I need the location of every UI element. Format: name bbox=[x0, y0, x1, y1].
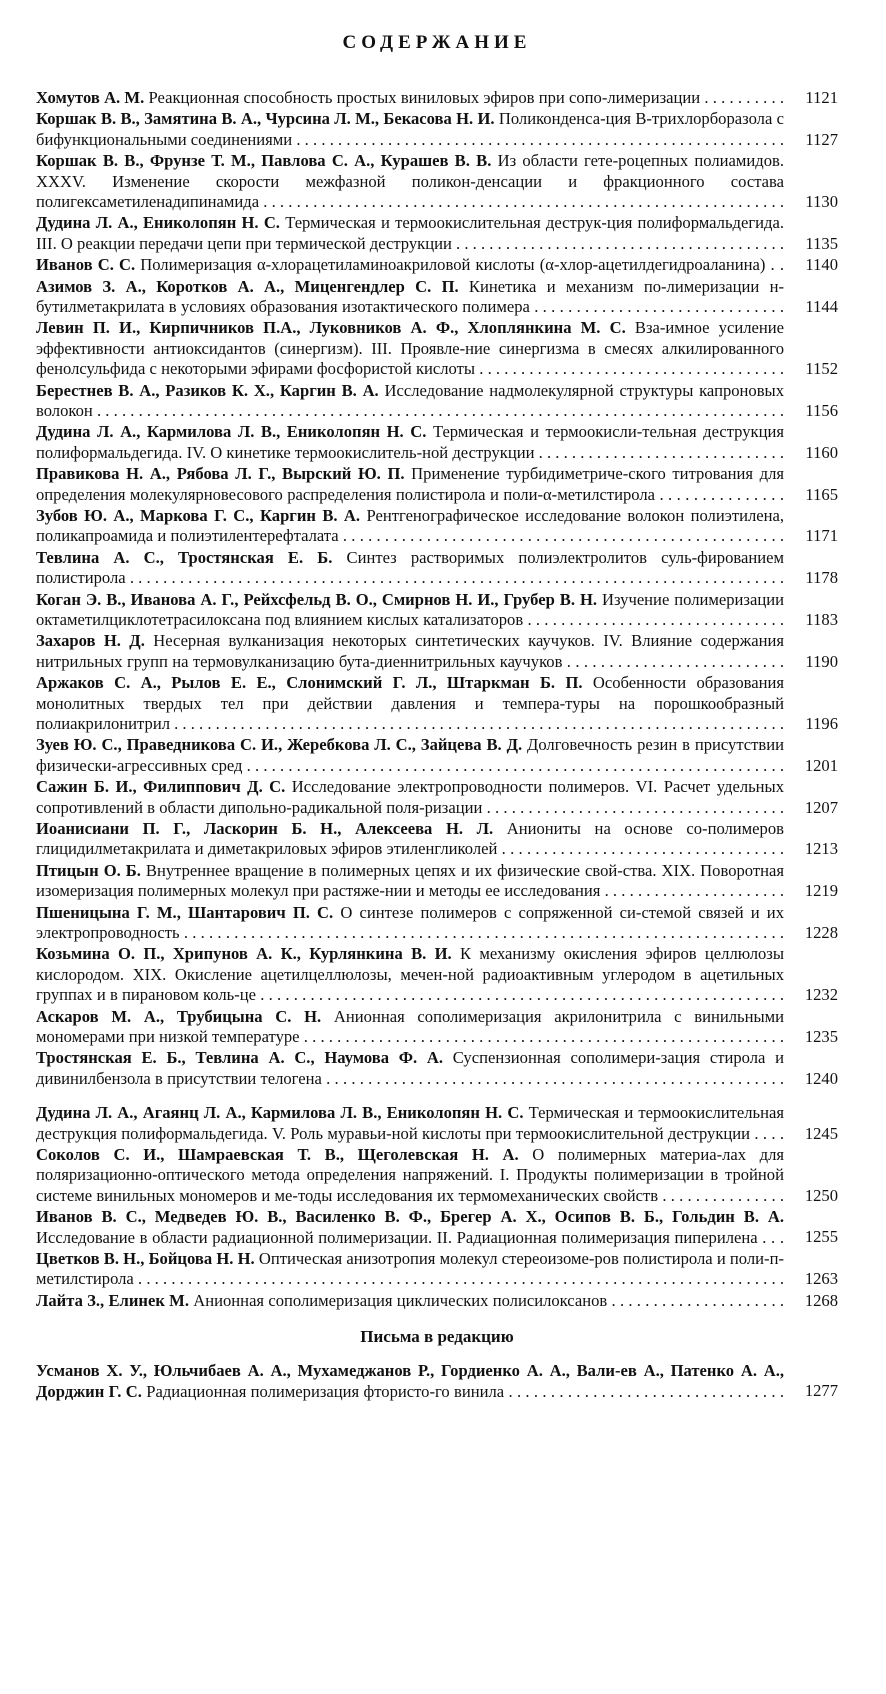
toc-entry-page-number: 1121 bbox=[805, 88, 838, 107]
toc-entry-page-number: 1130 bbox=[805, 191, 838, 211]
toc-entry-body bbox=[36, 255, 784, 275]
toc-entry-title: Полимеризация α-хлорацетиламиноакриловой кислоты (α-хлор-ацетилдегидроаланина) . . . bbox=[36, 255, 784, 275]
toc-entry-body bbox=[36, 673, 784, 734]
toc-entry-authors: Коршак В. В., Замятина В. А., Чурсина Л. М., Бекасова Н. И. bbox=[36, 109, 495, 129]
toc-entry-title: Поликонденса-ция В-трихлорборазола с бифункциональными соединениями . . . bbox=[36, 109, 784, 150]
toc-entry-body bbox=[36, 944, 784, 1005]
toc-entry bbox=[36, 1291, 838, 1311]
toc-entry-authors: Дудина Л. А., Кармилова Л. В., Ениколопян Н. С. bbox=[36, 422, 427, 442]
toc-entry-page-number: 1201 bbox=[804, 755, 838, 775]
toc-entry bbox=[36, 1249, 838, 1290]
toc-entry bbox=[36, 548, 838, 589]
toc-entry-authors: Азимов З. А., Коротков А. А., Миценгендлер С. П. bbox=[36, 276, 459, 296]
toc-entry-body bbox=[36, 1103, 784, 1144]
toc-entry-body bbox=[36, 277, 784, 318]
toc-entry-authors: Иванов С. С. bbox=[36, 255, 136, 275]
toc-entry-body bbox=[36, 1145, 784, 1206]
toc-entry-authors: Коган Э. В., Иванова А. Г., Рейхсфельд В. О., Смирнов Н. И., Грубер В. Н. bbox=[36, 589, 598, 609]
toc-entry-page-number: 1183 bbox=[805, 609, 838, 629]
toc-entry-title: Радиационная полимеризация фтористо-го винила . . . bbox=[36, 1382, 784, 1402]
toc-entry-title: Термическая и термоокислительная деструкция полиформальдегида. V. Роль муравьи-ной кислоты при термоокислительной деструкции . . . bbox=[36, 1103, 784, 1144]
toc-entry bbox=[36, 88, 838, 108]
toc-entry bbox=[36, 1145, 838, 1206]
toc-entry-title: Применение турбидиметриче-ского титрования для определения молекулярновесового распределения полистирола и поли-α-метилстирола . . . bbox=[36, 464, 784, 505]
toc-entry-body bbox=[36, 464, 784, 505]
toc-entry-page-number: 1140 bbox=[805, 255, 838, 275]
toc-entry-page-number: 1277 bbox=[804, 1381, 838, 1401]
toc-entry-body bbox=[36, 777, 784, 818]
toc-entry-authors: Козьмина О. П., Хрипунов А. К., Курлянкина В. И. bbox=[36, 944, 452, 964]
toc-entry-body bbox=[36, 422, 784, 463]
toc-entry-authors: Тевлина А. С., Тростянская Е. Б. bbox=[36, 547, 333, 567]
toc-entry-title: Рентгенографическое исследование волокон полиэтилена, поликапроамида и полиэтилентерефталата . . . bbox=[36, 506, 784, 547]
toc-entry-page-number: 1171 bbox=[805, 526, 838, 546]
toc-entry bbox=[36, 673, 838, 734]
toc-entry bbox=[36, 506, 838, 547]
toc-entry-body bbox=[36, 1249, 784, 1290]
toc-entry bbox=[36, 631, 838, 672]
toc-entry-authors: Усманов Х. У., Юльчибаев А. А., Мухамеджанов Р., Гордиенко А. А., Вали-ев А., Патенко А. А., Дорджин Г. С. bbox=[36, 1361, 784, 1401]
toc-entry bbox=[36, 861, 838, 902]
toc-entry-authors: Коршак В. В., Фрунзе Т. М., Павлова С. А., Курашев В. В. bbox=[36, 151, 492, 171]
toc-entry-page-number: 1178 bbox=[805, 568, 838, 588]
toc-entry bbox=[36, 735, 838, 776]
toc-entry-authors: Сажин Б. И., Филиппович Д. С. bbox=[36, 777, 286, 797]
toc-entry-authors: Иванов В. С., Медведев Ю. В., Василенко В. Ф., Брегер А. Х., Осипов В. Б., Гольдин В. А. bbox=[36, 1207, 784, 1227]
toc-entry-page-number: 1240 bbox=[804, 1068, 838, 1088]
toc-entry-body bbox=[36, 548, 784, 589]
toc-entry-authors: Хомутов А. М. bbox=[36, 88, 145, 107]
toc-entry-body bbox=[36, 381, 784, 422]
toc-entry-body bbox=[36, 735, 784, 776]
toc-entry-body bbox=[36, 88, 784, 108]
toc-entry-authors: Аскаров М. А., Трубицына С. Н. bbox=[36, 1006, 322, 1026]
toc-entry-title: Исследование надмолекулярной структуры капроновых волокон . . . bbox=[36, 381, 784, 422]
toc-entry-title: Аниониты на основе со-полимеров глицидилметакрилата и диметакриловых эфиров этиленгликолей . . . bbox=[36, 819, 784, 860]
toc-entry-page-number: 1250 bbox=[804, 1185, 838, 1205]
toc-entry bbox=[36, 464, 838, 505]
toc-entry-authors: Левин П. И., Кирпичников П.А., Луковников А. Ф., Хлоплянкина М. С. bbox=[36, 318, 626, 338]
toc-entry bbox=[36, 422, 838, 463]
toc-entry-title: Внутреннее вращение в полимерных цепях и их физические свой-ства. XIX. Поворотная изомеризация полимерных молекул при растяже-нии и методы ее исследования . . . bbox=[36, 861, 784, 902]
toc-entry-body bbox=[36, 151, 784, 212]
toc-entry-title: О синтезе полимеров с сопряженной си-стемой связей и их электропроводность . . . bbox=[36, 903, 784, 944]
toc-entry-title: Несерная вулканизация некоторых синтетических каучуков. IV. Влияние содержания нитрильных групп на термовулканизацию бута-диеннитрильных каучуков . . . bbox=[36, 631, 784, 672]
toc-entry bbox=[36, 213, 838, 254]
toc-entry-page-number: 1245 bbox=[804, 1123, 838, 1143]
toc-entry bbox=[36, 1103, 838, 1144]
toc-entry bbox=[36, 151, 838, 212]
toc-entry bbox=[36, 255, 838, 275]
toc-entry-body bbox=[36, 861, 784, 902]
toc-entry-body bbox=[36, 590, 784, 631]
toc-entry-page-number: 1160 bbox=[805, 442, 838, 462]
toc-entry-body bbox=[36, 1048, 784, 1089]
toc-entry bbox=[36, 819, 838, 860]
toc-entry-page-number: 1235 bbox=[804, 1026, 838, 1046]
toc-entry-page-number: 1156 bbox=[805, 400, 838, 420]
toc-entry-body bbox=[36, 1291, 784, 1311]
toc-entry bbox=[36, 590, 838, 631]
toc-entry-title: О полимерных материа-лах для поляризационно-оптического метода определения напряжений. I. Продукты полимеризации в тройной системе винильных мономеров и ме-тоды исследования их термомеханических свойств . . . bbox=[36, 1145, 784, 1206]
toc-entry-body bbox=[36, 213, 784, 254]
toc-entry-body bbox=[36, 1361, 784, 1402]
toc-entry-authors: Зуев Ю. С., Праведникова С. И., Жеребкова Л. С., Зайцева В. Д. bbox=[36, 735, 523, 755]
toc-entry-body bbox=[36, 1207, 784, 1248]
toc-entry-body bbox=[36, 109, 784, 150]
toc-entry-page-number: 1144 bbox=[805, 296, 838, 316]
toc-entry-page-number: 1165 bbox=[805, 484, 838, 504]
toc-entry-body bbox=[36, 1007, 784, 1048]
toc-entry bbox=[36, 381, 838, 422]
toc-entry-page-number: 1228 bbox=[804, 922, 838, 942]
toc-entry-page-number: 1152 bbox=[805, 359, 838, 379]
toc-entry-authors: Соколов С. И., Шамраевская Т. В., Щеголевская Н. А. bbox=[36, 1144, 519, 1164]
toc-entry-page-number: 1207 bbox=[804, 797, 838, 817]
toc-entry-title: Изучение полимеризации октаметилциклотетрасилоксана под влиянием кислых катализаторов . . . bbox=[36, 590, 784, 631]
toc-entry bbox=[36, 1007, 838, 1048]
toc-entry-authors: Правикова Н. А., Рябова Л. Г., Вырский Ю. П. bbox=[36, 464, 405, 484]
toc-entry-title: Реакционная способность простых виниловых эфиров при сопо-лимеризации . . . bbox=[36, 88, 784, 108]
toc-entry-authors: Лайта З., Елинек М. bbox=[36, 1290, 189, 1310]
toc-entry-authors: Птицын О. Б. bbox=[36, 860, 141, 880]
toc-entry-authors: Берестнев В. А., Разиков К. Х., Каргин В. А. bbox=[36, 380, 379, 400]
toc-entry-body bbox=[36, 506, 784, 547]
toc-entry-title: Суспензионная сополимери-зация стирола и дивинилбензола в присутствии телогена . . . bbox=[36, 1048, 784, 1089]
toc-entry-authors: Цветков В. Н., Бойцова Н. Н. bbox=[36, 1248, 255, 1268]
toc-entry-page-number: 1213 bbox=[804, 839, 838, 859]
table-of-contents bbox=[36, 88, 838, 1311]
toc-entry-authors: Захаров Н. Д. bbox=[36, 631, 145, 651]
toc-entry-page-number: 1196 bbox=[805, 713, 838, 733]
toc-entry-title: Вза-имное усиление эффективности антиоксидантов (синергизм). III. Проявле-ние синергизма в смесях алкилированного фенолсульфида с некоторыми эфирами фосфористой кислоты . . . bbox=[36, 318, 784, 379]
toc-entry bbox=[36, 1207, 838, 1248]
letters-section-heading: Письма в редакцию bbox=[360, 1327, 514, 1347]
toc-entry bbox=[36, 1048, 838, 1089]
toc-entry bbox=[36, 777, 838, 818]
toc-entry-title: К механизму окисления эфиров целлюлозы кислородом. XIX. Окисление ацетилцеллюлозы, мечен-ной радиоактивным углеродом в ацетильных группах и в пирановом коль-це . . . bbox=[36, 944, 784, 1005]
toc-entry-title: Анионная сополимеризация циклических полисилоксанов . . . bbox=[36, 1291, 784, 1311]
toc-entry-page-number: 1219 bbox=[804, 881, 838, 901]
toc-entry-body bbox=[36, 318, 784, 379]
toc-entry-title: Анионная сополимеризация акрилонитрила с винильными мономерами при низкой температуре . . . bbox=[36, 1007, 784, 1048]
toc-entry-page-number: 1263 bbox=[804, 1269, 838, 1289]
toc-entry-page-number: 1190 bbox=[805, 651, 838, 671]
toc-entry-page-number: 1255 bbox=[804, 1227, 838, 1247]
letters-table-of-contents bbox=[36, 1361, 838, 1402]
toc-entry-page-number: 1135 bbox=[805, 233, 838, 253]
toc-entry-body bbox=[36, 819, 784, 860]
toc-entry-authors: Зубов Ю. А., Маркова Г. С., Каргин В. А. bbox=[36, 505, 361, 525]
toc-entry-body bbox=[36, 903, 784, 944]
toc-entry-authors: Дудина Л. А., Агаянц Л. А., Кармилова Л. В., Ениколопян Н. С. bbox=[36, 1103, 524, 1123]
toc-entry-page-number: 1127 bbox=[805, 129, 838, 149]
toc-entry-authors: Пшеницына Г. М., Шантарович П. С. bbox=[36, 902, 334, 922]
toc-entry bbox=[36, 318, 838, 379]
toc-entry-title: Синтез растворимых полиэлектролитов суль-фированием полистирола . . . bbox=[36, 548, 784, 589]
toc-entry bbox=[36, 944, 838, 1005]
toc-entry-authors: Тростянская Е. Б., Тевлина А. С., Наумова Ф. А. bbox=[36, 1048, 444, 1068]
toc-entry-title: Оптическая анизотропия молекул стереоизоме-ров полистирола и поли-п-метилстирола . . . bbox=[36, 1249, 784, 1290]
toc-entry-authors: Аржаков С. А., Рылов Е. Е., Слонимский Г. Л., Штаркман Б. П. bbox=[36, 673, 583, 693]
toc-entry-title: Исследование в области радиационной полимеризации. II. Радиационная полимеризация пиперилена . . . bbox=[36, 1228, 784, 1248]
toc-entry bbox=[36, 109, 838, 150]
page-title: СОДЕРЖАНИЕ bbox=[342, 32, 532, 53]
toc-entry-authors: Дудина Л. А., Ениколопян Н. С. bbox=[36, 213, 280, 233]
toc-entry bbox=[36, 277, 838, 318]
toc-entry-title: Термическая и термоокисли-тельная деструкция полиформальдегида. IV. О кинетике термоокислитель-ной деструкции . . . bbox=[36, 422, 784, 463]
toc-entry-body bbox=[36, 631, 784, 672]
toc-entry-title: Кинетика и механизм по-лимеризации н-бутилметакрилата в условиях образования изотактического полимера . . . bbox=[36, 277, 784, 318]
toc-entry-title: Исследование электропроводности полимеров. VI. Расчет удельных сопротивлений в области дипольно-радикальной поля-ризации . . . bbox=[36, 777, 784, 818]
toc-entry bbox=[36, 903, 838, 944]
toc-entry-page-number: 1232 bbox=[804, 985, 838, 1005]
toc-entry-authors: Иоанисиани П. Г., Ласкорин Б. Н., Алексеева Н. Л. bbox=[36, 818, 494, 838]
toc-entry-title: Термическая и термоокислительная деструк-ция полиформальдегида. III. О реакции передачи цепи при термической деструкции . . . bbox=[36, 213, 784, 254]
toc-entry-title: Из области гете-роцепных полиамидов. XXXV. Изменение скорости межфазной поликон-денсации и фракционного состава полигексаметиленадипинамида . . . bbox=[36, 151, 784, 212]
toc-entry bbox=[36, 1361, 838, 1402]
toc-entry-title: Особенности образования монолитных твердых тел при действии давления и темпера-туры на порошкообразный полиакрилонитрил . . . bbox=[36, 673, 784, 734]
toc-entry-title: Долговечность резин в присутствии физически-агрессивных сред . . . bbox=[36, 735, 784, 776]
toc-entry-page-number: 1268 bbox=[804, 1290, 838, 1310]
